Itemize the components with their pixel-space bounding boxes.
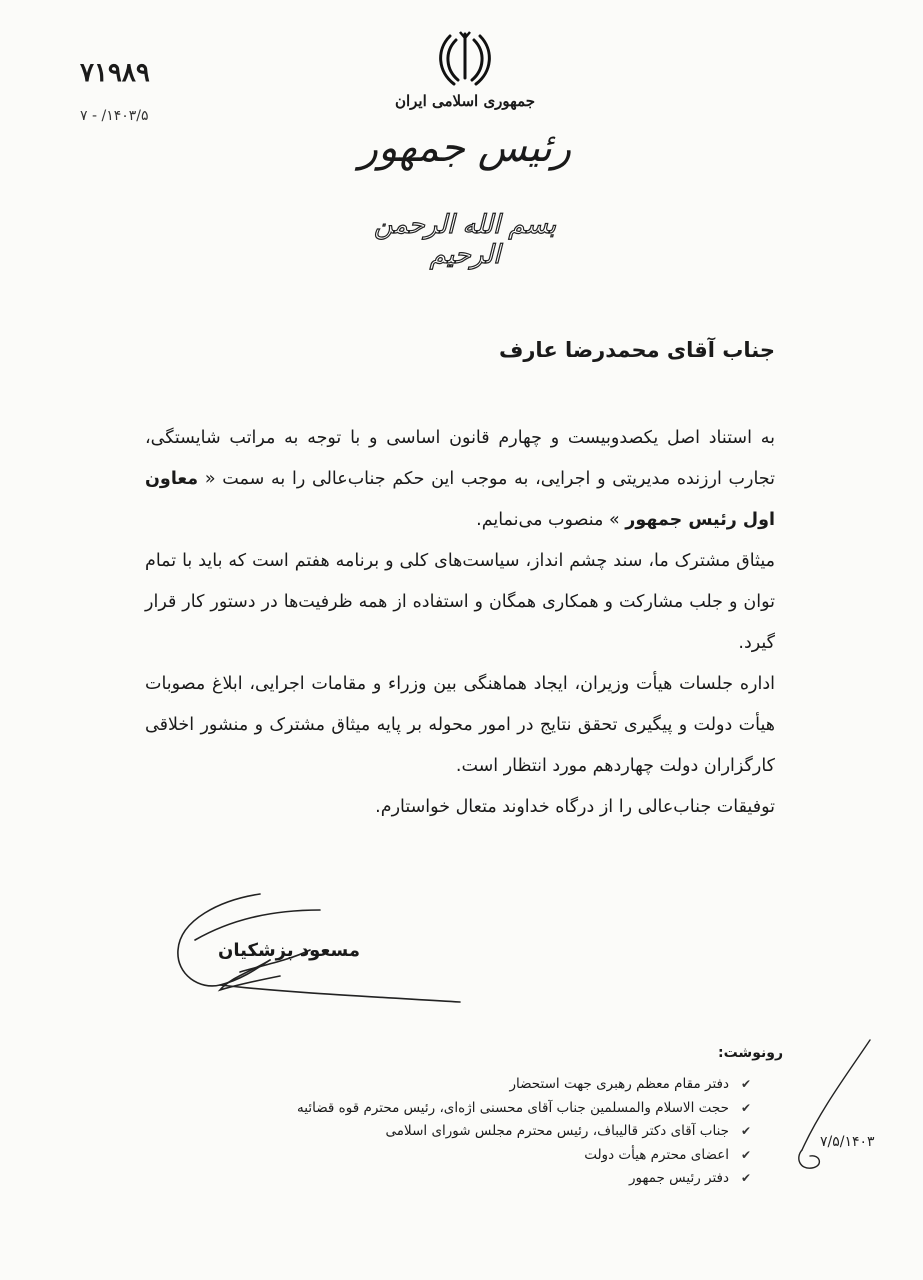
paragraph-3: اداره جلسات هیأت وزیران، ایجاد هماهنگی بین وزراء و مقامات اجرایی، ابلاغ مصوبات هیأت دولت و پیگیری تحقق نتایج در امور محوله بر پایه میثاق مشترک و منشور اخلاقی کارگزاران دولت چهاردهم مورد انتظار است. — [145, 674, 775, 776]
cc-item: ✔ اعضای محترم هیأت دولت — [297, 1144, 751, 1168]
paragraph-1 — [145, 418, 775, 541]
addressee: جناب آقای محمدرضا عارف — [498, 338, 775, 362]
national-emblem-icon — [434, 30, 496, 86]
reference-date: ۱۴۰۳/۵/ - ۷ — [80, 108, 149, 124]
cc-item: ✔ دفتر رئیس جمهور — [297, 1167, 751, 1191]
appointment-open-quote: « — [204, 469, 216, 489]
paragraph-1-end: منصوب می‌نمایم. — [476, 510, 604, 530]
reference-number: ۷۱۹۸۹ — [80, 58, 150, 88]
cc-item: ✔ جناب آقای دکتر قالیباف، رئیس محترم مجلس شورای اسلامی — [297, 1120, 751, 1144]
appointment-close-quote: » — [608, 510, 620, 530]
paragraph-2: میثاق مشترک ما، سند چشم انداز، سیاست‌های کلی و برنامه هفتم است که باید با تمام توان و جلب مشارکت و همکاری همگان و استفاده از همه ظرفیت‌ها در دستور کار قرار گیرد. — [145, 551, 775, 653]
country-name: جمهوری اسلامی ایران — [394, 92, 536, 110]
paragraph-1-text: به استناد اصل یکصدوبیست و چهارم قانون اساسی و با توجه به مراتب شایستگی، تجارب ارزنده مدیریتی و اجرایی، به موجب این حکم جناب‌عالی را به سمت — [145, 428, 775, 489]
cc-list — [297, 1073, 751, 1191]
basmala-calligraphy: بسم الله الرحمن الرحیم — [373, 210, 557, 270]
cc-item: ✔ دفتر مقام معظم رهبری جهت استحضار — [297, 1073, 751, 1097]
letter-body — [145, 418, 775, 828]
appointment-title: معاون اول رئیس جمهور — [145, 469, 775, 530]
initials-date: ۷/۵/۱۴۰۳ — [820, 1134, 875, 1150]
paragraph-4: توفیقات جناب‌عالی را از درگاه خداوند متعال خواستارم. — [375, 797, 775, 817]
handwritten-initials — [780, 1030, 890, 1190]
cc-item: ✔ حجت الاسلام والمسلمین جناب آقای محسنی اژه‌ای، رئیس محترم قوه قضائیه — [297, 1097, 751, 1121]
office-title: رئیس جمهور — [358, 125, 572, 171]
cc-title: رونوشت: — [718, 1045, 783, 1061]
signatory-name: مسعود پزشکیان — [218, 940, 361, 961]
